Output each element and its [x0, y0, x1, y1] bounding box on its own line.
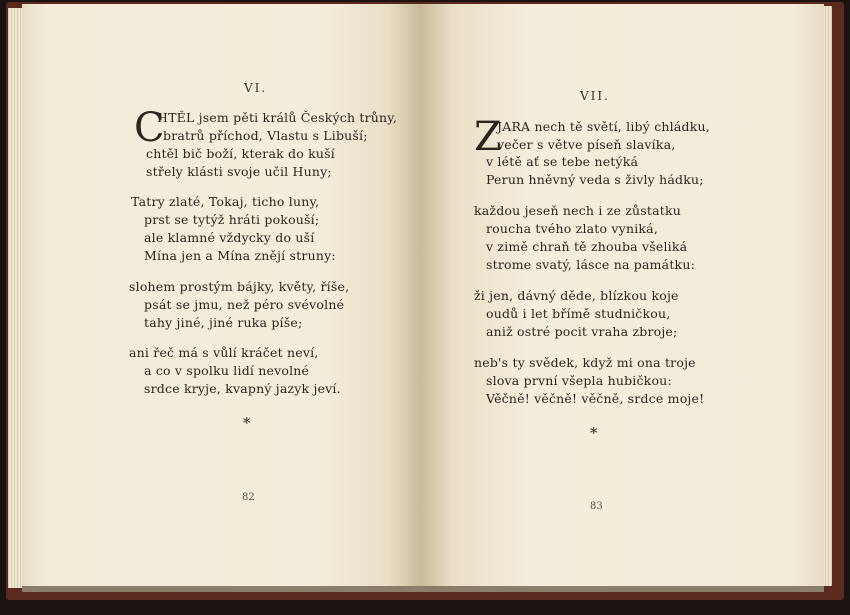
poem-heading-left: VI. — [244, 81, 268, 95]
poem-line: tahy jiné, jiné ruka píše; — [144, 315, 303, 330]
poem-line: bratrů příchod, Vlastu s Libuší; — [163, 128, 368, 143]
asterisk-ornament-left: * — [243, 414, 251, 432]
poem-line: JARA nech tě světí, libý chládku, — [497, 119, 710, 134]
poem-line: Věčně! věčně! věčně, srdce moje! — [486, 391, 705, 406]
right-page — [420, 4, 824, 590]
poem-line: střely klásti svoje učil Huny; — [146, 164, 332, 179]
poem-line: Tatry zlaté, Tokaj, ticho luny, — [131, 194, 320, 209]
poem-line: roucha tvého zlato vyniká, — [486, 221, 658, 236]
poem-line: Mína jen a Mína znějí struny: — [144, 248, 336, 263]
poem-line: každou jeseň nech i ze zůstatku — [474, 203, 682, 218]
poem-line: večer s větve píseň slavíka, — [497, 137, 676, 152]
poem-line: prst se tytýž hráti pokouší; — [144, 212, 320, 227]
left-page — [22, 4, 420, 590]
poem-line: srdce kryje, kvapný jazyk jeví. — [144, 381, 341, 396]
asterisk-ornament-right: * — [590, 424, 598, 442]
poem-line: ani řeč má s vůlí kráčet neví, — [129, 345, 319, 360]
poem-line: v létě ať se tebe netýká — [486, 154, 639, 169]
page-number-right: 83 — [590, 501, 603, 512]
poem-line: ale klamné vždycky do uší — [144, 230, 315, 245]
poem-line: v zimě chraň tě zhouba všeliká — [486, 239, 688, 254]
poem-heading-right: VII. — [580, 89, 610, 103]
poem-line: HTĚL jsem pěti králů Českých trůny, — [157, 110, 398, 125]
dropcap-left: C — [134, 105, 165, 151]
page-number-left: 82 — [242, 492, 255, 503]
poem-line: strome svatý, lásce na památku: — [486, 257, 695, 272]
poem-line: oudů i let břímě studničkou, — [486, 306, 671, 321]
poem-line: chtěl bič boží, kterak do kuší — [146, 146, 335, 161]
poem-line: a co v spolku lidí nevolné — [144, 363, 310, 378]
poem-line: slova první všepla hubičkou: — [486, 373, 672, 388]
poem-line: Perun hněvný veda s živly hádku; — [486, 172, 704, 187]
poem-line: aniž ostré pocit vraha zbroje; — [486, 324, 678, 339]
poem-line: ži jen, dávný děde, blízkou koje — [474, 288, 679, 303]
dropcap-right: Z — [474, 114, 502, 160]
poem-line: psát se jmu, než péro svévolné — [144, 297, 345, 312]
book-bottom-edge — [22, 586, 824, 592]
poem-line: neb's ty svědek, když mi ona troje — [474, 355, 696, 370]
poem-line: slohem prostým bájky, květy, říše, — [129, 279, 350, 294]
